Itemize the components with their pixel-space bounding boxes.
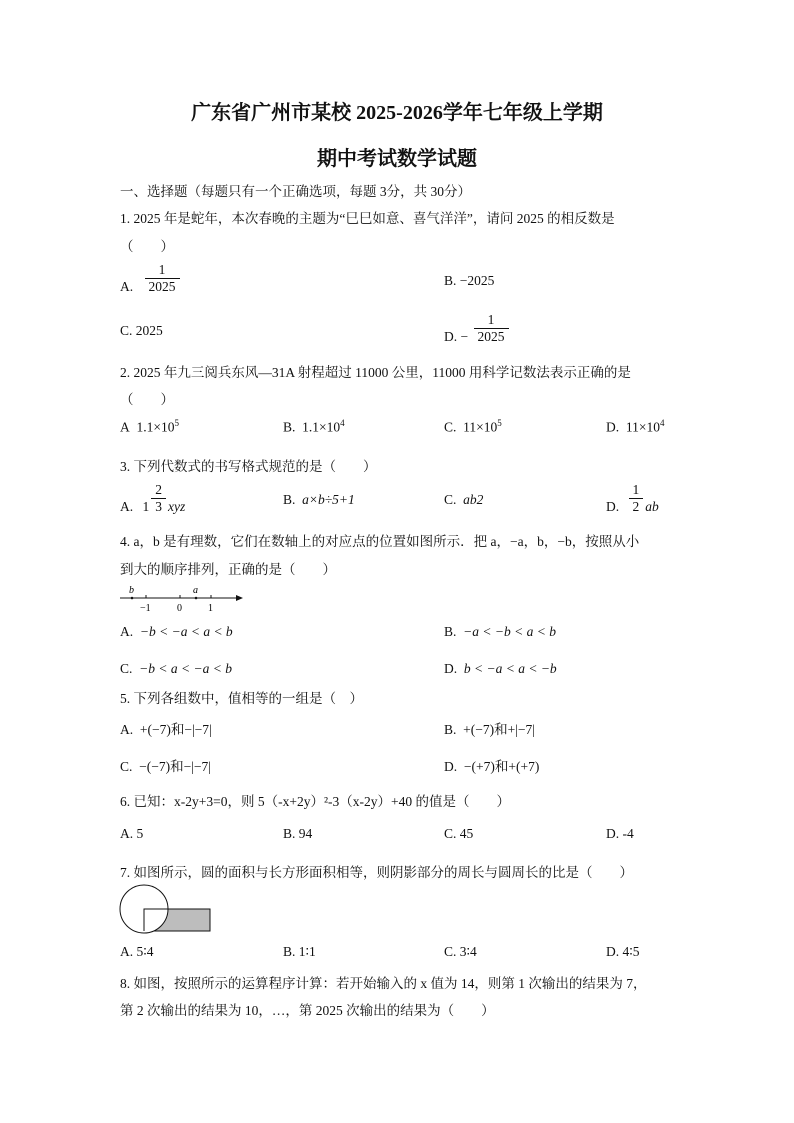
page-subtitle: 期中考试数学试题: [317, 148, 477, 170]
q1-option-d[interactable]: [444, 312, 511, 344]
q7-option-b[interactable]: B. 1∶1: [283, 944, 316, 959]
q3-option-b[interactable]: B. a×b÷5+1: [283, 492, 355, 507]
question-2-answer-blank: （ ）: [120, 392, 174, 407]
q6-option-b[interactable]: B. 94: [283, 826, 313, 841]
label-a: a: [193, 585, 198, 596]
question-1-answer-blank: （ ）: [120, 239, 174, 254]
question-4-text: 4. a，b 是有理数，它们在数轴上的对应点的位置如图所示．把 a，−a，b，−b，按照从小: [120, 534, 640, 549]
q3-option-c[interactable]: C. ab2: [444, 492, 484, 507]
q6-option-c[interactable]: C. 45: [444, 826, 474, 841]
q1-option-c[interactable]: C. 2025: [120, 323, 163, 338]
q1-option-d-label: D. −: [444, 329, 469, 345]
q4-option-b[interactable]: B. −a < −b < a < b: [444, 624, 556, 639]
q7-option-d[interactable]: D. 4∶5: [606, 944, 640, 959]
q1-option-d-fraction: $\frac{1}{2025}$: [474, 312, 509, 344]
label-b: b: [129, 585, 134, 596]
q1-option-b[interactable]: B. −2025: [444, 273, 495, 288]
q2-option-b[interactable]: B. $1.1\times 10^4$: [283, 418, 345, 435]
q7-option-c[interactable]: C. 3∶4: [444, 944, 477, 959]
q5-option-a[interactable]: A. +(−7)和−|−7|: [120, 722, 212, 737]
question-8-text-cont: 第 2 次输出的结果为 10，…，第 2025 次输出的结果为（ ）: [120, 1003, 495, 1018]
point-b: [131, 597, 134, 600]
question-6-text: 6. 已知：x-2y+3=0，则 5（-x+2y）²-3（x-2y）+40 的值是（ ）: [120, 794, 510, 809]
q7-option-a[interactable]: A. 5∶4: [120, 944, 154, 959]
question-3-text: 3. 下列代数式的书写格式规范的是（ ）: [120, 459, 377, 474]
q3-option-a[interactable]: A. 1 $\frac{2}{3}$ xyz: [120, 482, 186, 515]
number-line-figure: [116, 584, 246, 614]
point-a: [195, 597, 198, 600]
q1-option-a-label: A.: [120, 279, 134, 295]
q5-option-d[interactable]: D. −(+7)和+(+7): [444, 759, 540, 774]
q2-option-d[interactable]: D. $11\times 10^4$: [606, 418, 665, 435]
q1-option-a-fraction: $\frac{1}{2025}$: [145, 262, 180, 294]
page-title: 广东省广州市某校 2025-2026学年七年级上学期: [191, 102, 603, 124]
question-4-text-cont: 到大的顺序排列，正确的是（ ）: [120, 562, 336, 577]
label-minus1: −1: [140, 603, 151, 614]
q3-option-d[interactable]: D. $\frac{1}{2}$ ab: [606, 482, 659, 515]
q2-option-a[interactable]: A $1.1\times 10^5$: [120, 418, 179, 435]
q5-option-b[interactable]: B. +(−7)和+|−7|: [444, 722, 535, 737]
question-8-text: 8. 如图，按照所示的运算程序计算：若开始输入的 x 值为 14，则第 1 次输出的结果为 7，: [120, 976, 647, 991]
q4-option-a[interactable]: A. −b < −a < a < b: [120, 624, 233, 639]
q4-option-d[interactable]: D. b < −a < a < −b: [444, 661, 557, 676]
q1-option-a[interactable]: [120, 262, 182, 294]
question-2-text: 2. 2025 年九三阅兵东风—31A 射程超过 11000 公里，11000 用科学记数法表示正确的是: [120, 365, 631, 380]
q2-option-c[interactable]: C. $11\times 10^5$: [444, 418, 502, 435]
circle-rectangle-figure: [118, 884, 214, 936]
label-zero: 0: [177, 603, 182, 614]
question-5-text: 5. 下列各组数中，值相等的一组是（ ）: [120, 691, 363, 706]
section-heading: 一、选择题（每题只有一个正确选项，每题 3分，共 30分）: [120, 184, 471, 199]
label-one: 1: [208, 603, 213, 614]
q5-option-c[interactable]: C. −(−7)和−|−7|: [120, 759, 211, 774]
question-1-text: 1. 2025 年是蛇年，本次春晚的主题为“巳巳如意、喜气洋洋”，请问 2025 的相反数是: [120, 211, 615, 226]
q6-option-a[interactable]: A. 5: [120, 826, 144, 841]
q4-option-c[interactable]: C. −b < a < −a < b: [120, 661, 232, 676]
question-7-text: 7. 如图所示，圆的面积与长方形面积相等，则阴影部分的周长与圆周长的比是（ ）: [120, 865, 633, 880]
q6-option-d[interactable]: D. -4: [606, 826, 634, 841]
arrow-icon: [236, 595, 243, 601]
